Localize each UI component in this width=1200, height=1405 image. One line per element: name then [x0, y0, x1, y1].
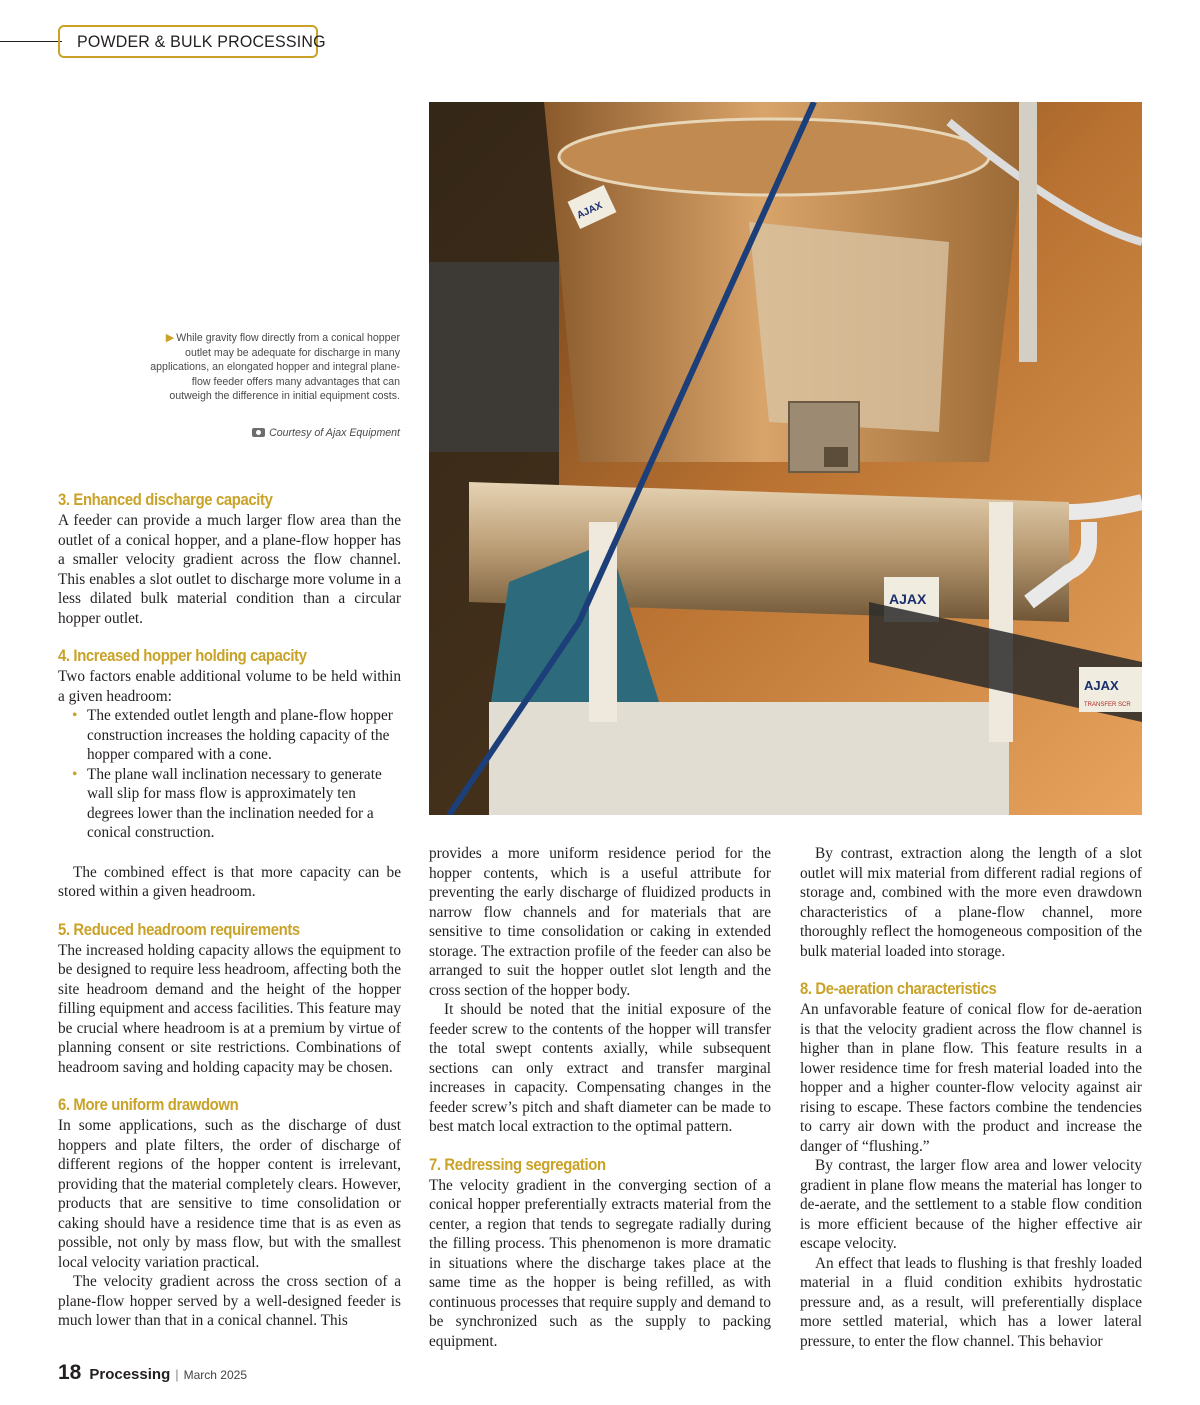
photo-caption: [150, 331, 400, 404]
column-middle: [429, 844, 771, 1351]
s4-bullets: [58, 706, 401, 843]
caption-text: While gravity flow directly from a conical hopper outlet may be adequate for discharge in many applications, an elongated hopper and integral plane-flow feeder offers many advantages that can outweigh the difference in initial equipment costs.: [150, 332, 400, 402]
heading-6: 6. More uniform drawdown: [58, 1096, 239, 1114]
photo-illustration: [429, 102, 1142, 815]
heading-5: 5. Reduced headroom requirements: [58, 920, 300, 939]
hatch-handle: [824, 447, 848, 467]
s6-paragraph-4: It should be noted that the initial exposure of the feeder screw to the contents of the hopper will transfer the total swept contents axially, while subsequent sections can only extract and transfer marginal increases in capacity. Compensating changes in the feeder screw’s pitch and shaft diameter can be made to best match local extraction to the optimal pattern.: [429, 1001, 771, 1135]
hopper-panel: [749, 222, 949, 432]
svg-text:TRANSFER SCR: TRANSFER SCR: [1084, 702, 1131, 708]
header-rule: [0, 41, 62, 42]
camera-icon: [252, 428, 265, 437]
s4-intro: Two factors enable additional volume to be held within a given headroom:: [58, 668, 401, 705]
s7-paragraph-1: The velocity gradient in the converging section of a conical hopper preferentially extracts material from the center, a region that tends to segregate radially during the filling process. This phenomenon is more dramatic in situations where the discharge takes place at the same time as the hopper is being refilled, as with continuous processes that require supply and demand to be synchronized such as the supply to packing equipment.: [429, 1176, 771, 1350]
s4-bullet-2: • The plane wall inclination necessary to generate wall slip for mass flow is approximately ten degrees lower than the inclination needed for a conical construction.: [58, 765, 401, 843]
column-left: [58, 489, 401, 1331]
stair-rail: [429, 262, 559, 452]
svg-text:AJAX: AJAX: [889, 591, 927, 607]
s6-paragraph-2: The velocity gradient across the cross section of a plane-flow hopper served by a well-designed feeder is much lower than that in a conical channel. This: [58, 1273, 401, 1329]
svg-text:AJAX: AJAX: [575, 200, 605, 222]
heading-4: 4. Increased hopper holding capacity: [58, 647, 307, 665]
page-number: 18: [58, 1361, 82, 1384]
structural-column: [1019, 102, 1037, 362]
s7-paragraph-2: By contrast, extraction along the length of a slot outlet will mix material from different radial regions of storage and, combined with the more even drawdown characteristics of a plane-flow channel, more thoroughly reflect the homogeneous composition of the bulk material loaded into storage.: [800, 845, 1142, 960]
heading-3: 3. Enhanced discharge capacity: [58, 491, 273, 509]
column-right: [800, 844, 1142, 1351]
s5-paragraph: The increased holding capacity allows the equipment to be designed to require less headroom, affecting both the site headroom demand and the height of the hopper filling equipment and access facilities. This feature may be crucial where headroom is at a premium by virtue of planning consent or site restrictions. Combinations of headroom saving and holding capacity may be chosen.: [58, 941, 401, 1076]
hopper-feeder-photo: [429, 102, 1142, 815]
heading-7: 7. Redressing segregation: [429, 1155, 606, 1174]
photo-credit: [150, 427, 400, 439]
magazine-name: Processing: [89, 1366, 171, 1383]
frame-leg-right: [989, 502, 1013, 742]
section-tag: [58, 25, 326, 58]
s3-paragraph: A feeder can provide a much larger flow area than the outlet of a conical hopper, and a plane-flow hopper has a smaller velocity gradient across the flow channel. This enables a slot outlet to discharge more volume in a less dilated bulk material condition than a circular hopper outlet.: [58, 512, 401, 627]
heading-8: 8. De-aeration characteristics: [800, 980, 997, 998]
s4-bullet-1: • The extended outlet length and plane-flow hopper construction increases the holding capacity of the hopper compared with a cone.: [58, 706, 401, 765]
issue-date: March 2025: [183, 1368, 247, 1382]
section-title: POWDER & BULK PROCESSING: [77, 31, 326, 51]
s8-paragraph-3: An effect that leads to flushing is that freshly loaded material in a fluid condition exhibits hydrostatic pressure and, as a result, will preferentially displace more settled material, which has a lower lateral pressure, to enter the flow channel. This behavior: [800, 1254, 1142, 1350]
s8-paragraph-1: An unfavorable feature of conical flow for de-aeration is that the velocity gradient across the flow channel is higher than in plane flow. This feature results in a lower residence time for fresh material loaded into the hopper and a higher counter-flow velocity against air rising to escape. These factors combine the tendencies to carry air down with the product and increase the danger of “flushing.”: [800, 1001, 1142, 1155]
page-footer: [58, 1361, 247, 1385]
s6-paragraph-3: provides a more uniform residence period for the hopper contents, which is a useful attribute for preventing the early discharge of fluidized products in narrow flow channels and for materials that are sensitive to time consolidation or caking in extended storage. The extraction profile of the feeder can also be arranged to suit the hopper outlet slot length and the cross section of the hopper body.: [429, 845, 771, 999]
support-frame: [489, 702, 1009, 815]
svg-text:AJAX: AJAX: [1084, 678, 1119, 693]
s4-summary: The combined effect is that more capacity can be stored within a given headroom.: [58, 863, 401, 900]
s6-paragraph-1: In some applications, such as the discharge of dust hoppers and plate filters, the order of discharge of different regions of the hopper content is irrelevant, providing that the material completely clears. However, products that are sensitive to time consolidation or caking should have a residence time that is as even as possible, not only by mass flow, but with the smallest local velocity variation practical.: [58, 1117, 401, 1271]
s8-paragraph-2: By contrast, the larger flow area and lower velocity gradient in plane flow means the material has longer to de-aerate, and the settlement to a stable flow condition is more efficient because of the higher effective air escape velocity.: [800, 1157, 1142, 1252]
credit-text: Courtesy of Ajax Equipment: [269, 427, 400, 439]
caption-arrow-icon: ▶: [165, 332, 175, 344]
footer-separator: |: [175, 1367, 179, 1382]
